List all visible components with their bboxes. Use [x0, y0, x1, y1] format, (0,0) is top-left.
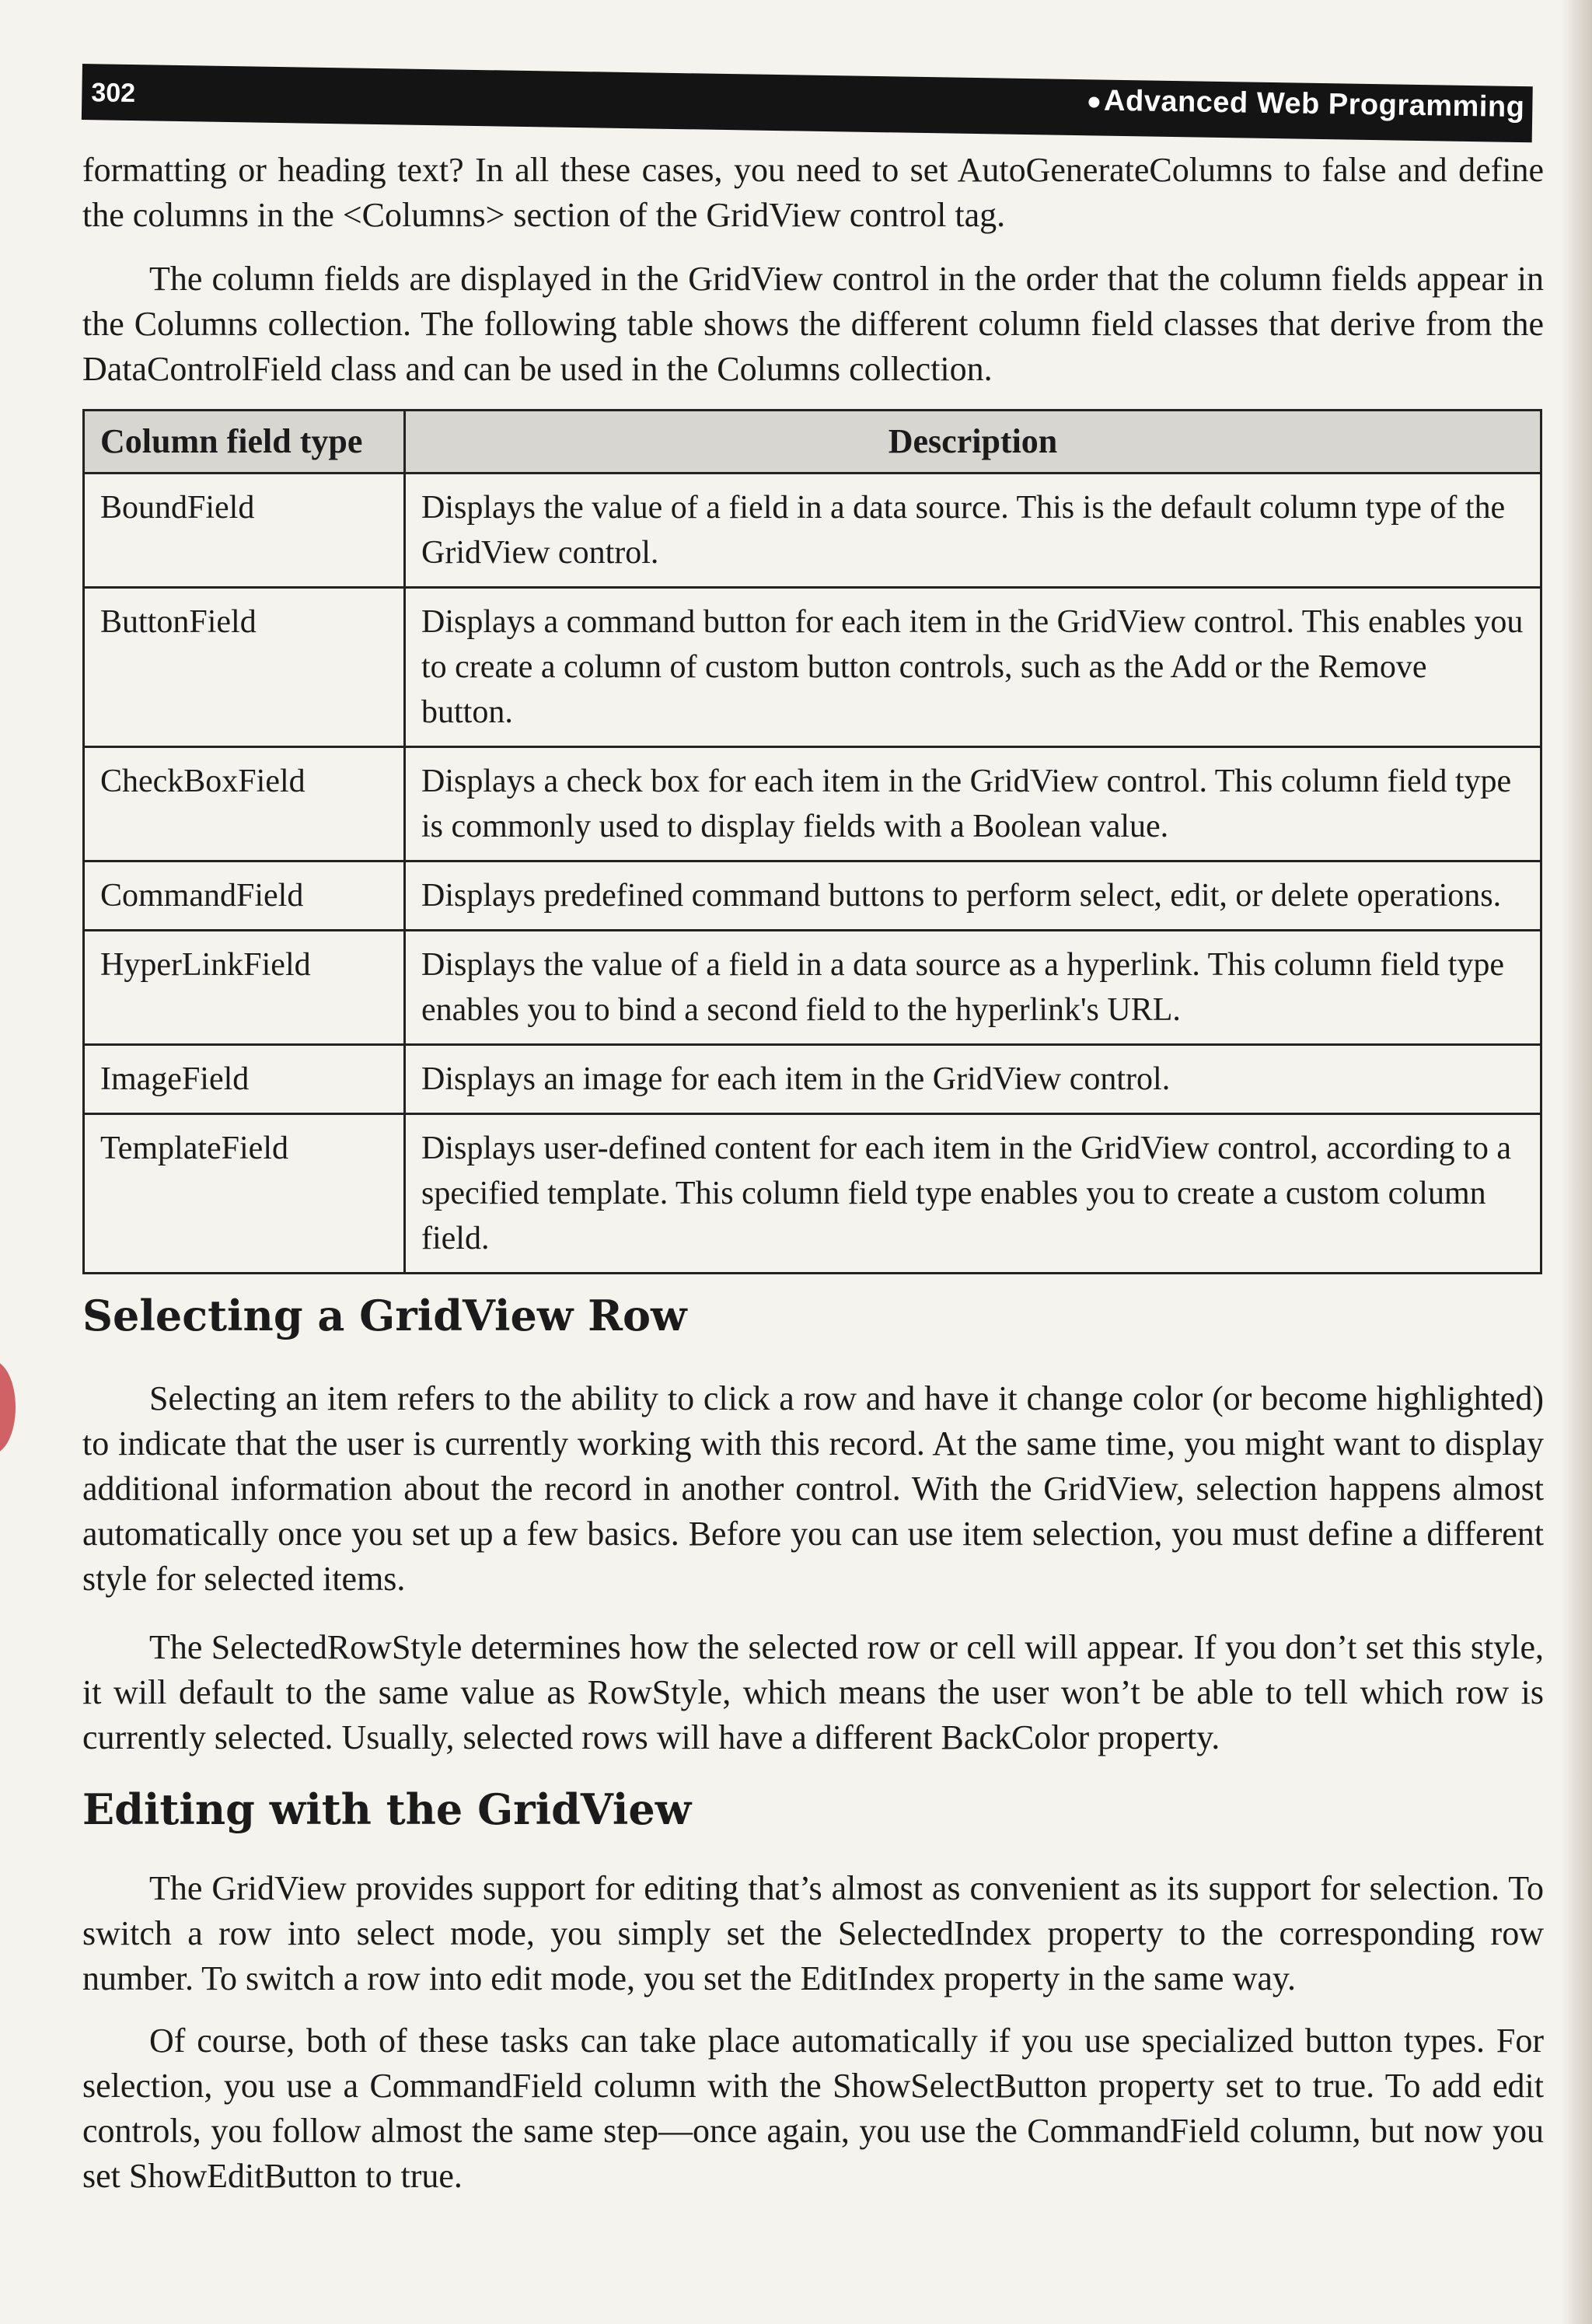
running-header	[82, 64, 1533, 142]
editing-paragraph-2: Of course, both of these tasks can take place automatically if you use specialized button types. For selection, you use a CommandField column with the ShowSelectButton property set to true. To add edit controls, you follow almost the same step—once again, you use the CommandField column, but now you set ShowEditButton to true.	[82, 2022, 1544, 2195]
section-heading-editing: Editing with the GridView	[82, 1784, 692, 1834]
table-header-row	[84, 411, 1541, 474]
table-row	[84, 1045, 1541, 1114]
column-field-table	[82, 409, 1542, 1274]
table-cell-description: Displays a command button for each item in the GridView control. This enables you to create a column of custom button controls, such as the Add or the Remove button.	[405, 588, 1541, 747]
table-cell-description: Displays a check box for each item in the GridView control. This column field type is commonly used to display fields with a Boolean value.	[405, 747, 1541, 861]
table-row	[84, 588, 1541, 747]
section-heading-selecting: Selecting a GridView Row	[82, 1291, 687, 1340]
selecting-paragraph-2: The SelectedRowStyle determines how the selected row or cell will appear. If you don’t set this style, it will default to the same value as RowStyle, which means the user won’t be able to tell which row is currently selected. Usually, selected rows will have a different BackColor property.	[82, 1628, 1544, 1756]
table-row	[84, 474, 1541, 588]
table-row	[84, 861, 1541, 931]
table-cell-type: BoundField	[84, 474, 405, 588]
table-cell-type: TemplateField	[84, 1114, 405, 1274]
table-cell-description: Displays the value of a field in a data source as a hyperlink. This column field type enables you to bind a second field to the hyperlink's URL.	[405, 931, 1541, 1045]
table-header-type: Column field type	[84, 411, 405, 474]
editing-paragraph-1: The GridView provides support for editing that’s almost as convenient as its support for selection. To switch a row into select mode, you simply set the SelectedIndex property to the corresponding row number. To switch a row into edit mode, you set the EditIndex property in the same way.	[82, 1869, 1544, 1997]
table-cell-description: Displays an image for each item in the GridView control.	[405, 1045, 1541, 1114]
table-cell-type: ButtonField	[84, 588, 405, 747]
table-cell-description: Displays predefined command buttons to perform select, edit, or delete operations.	[405, 861, 1541, 931]
table-row	[84, 931, 1541, 1045]
page-number: 302	[91, 78, 136, 109]
selecting-paragraph-1: Selecting an item refers to the ability to click a row and have it change color (or become highlighted) to indicate that the user is currently working with this record. At the same time, you might want to display additional information about the record in another control. With the GridView, selection happens almost automatically once you set up a few basics. Before you can use item selection, you must define a different style for selected items.	[82, 1379, 1544, 1598]
table-cell-type: CheckBoxField	[84, 747, 405, 861]
table-cell-type: CommandField	[84, 861, 405, 931]
page-edge-shadow	[1561, 0, 1592, 2324]
table-cell-type: ImageField	[84, 1045, 405, 1114]
page-marker	[0, 1361, 16, 1454]
intro-paragraph-1: formatting or heading text? In all these cases, you need to set AutoGenerateColumns to false and define the columns in the <Columns> section of the GridView control tag.	[82, 151, 1544, 234]
table-cell-type: HyperLinkField	[84, 931, 405, 1045]
table-header-description: Description	[405, 411, 1541, 474]
intro-paragraph-2: The column fields are displayed in the GridView control in the order that the column fields appear in the Columns collection. The following table shows the different column field classes that derive from the DataControlField class and can be used in the Columns collection.	[82, 260, 1544, 388]
table-cell-description: Displays the value of a field in a data source. This is the default column type of the GridView control.	[405, 474, 1541, 588]
book-title: Advanced Web Programming	[1088, 84, 1525, 124]
table-cell-description: Displays user-defined content for each item in the GridView control, according to a specified template. This column field type enables you to create a custom column field.	[405, 1114, 1541, 1274]
table-row	[84, 1114, 1541, 1274]
table-row	[84, 747, 1541, 861]
